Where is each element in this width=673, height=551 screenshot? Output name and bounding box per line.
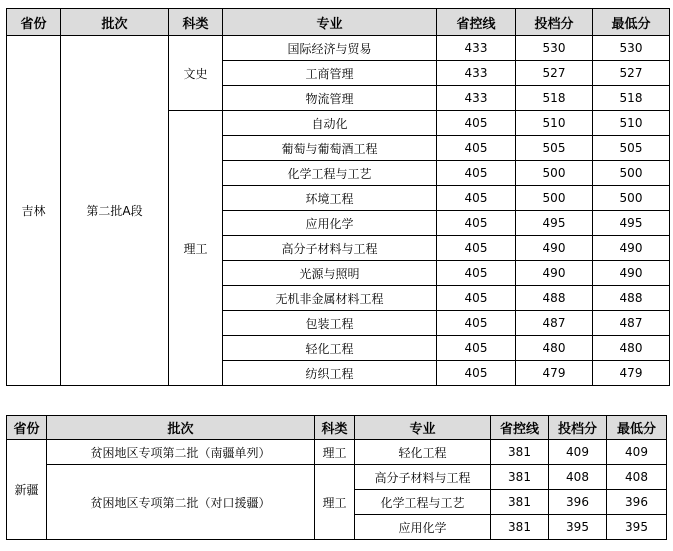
min-score-cell: 395 [607,515,667,540]
major-cell: 光源与照明 [223,261,437,286]
major-cell: 轻化工程 [355,440,491,465]
min-score-cell: 500 [593,186,670,211]
header-major: 专业 [223,9,437,36]
filing-score-cell: 479 [516,361,593,386]
batch-cell: 贫困地区专项第二批（对口援疆） [47,465,315,540]
control-line-cell: 405 [437,261,516,286]
control-line-cell: 405 [437,211,516,236]
category-cell: 理工 [169,111,223,386]
major-cell: 国际经济与贸易 [223,36,437,61]
min-score-cell: 480 [593,336,670,361]
control-line-cell: 405 [437,286,516,311]
min-score-cell: 518 [593,86,670,111]
min-score-cell: 527 [593,61,670,86]
major-cell: 自动化 [223,111,437,136]
filing-score-cell: 488 [516,286,593,311]
control-line-cell: 433 [437,61,516,86]
province-cell: 吉林 [7,36,61,386]
header-category: 科类 [315,416,355,440]
major-cell: 化学工程与工艺 [223,161,437,186]
header-row [7,9,670,36]
filing-score-cell: 395 [549,515,607,540]
filing-score-cell: 408 [549,465,607,490]
batch-cell: 第二批A段 [61,36,169,386]
min-score-cell: 396 [607,490,667,515]
min-score-cell: 488 [593,286,670,311]
filing-score-cell: 530 [516,36,593,61]
header-major: 专业 [355,416,491,440]
header-batch: 批次 [61,9,169,36]
filing-score-cell: 396 [549,490,607,515]
table-row [7,440,667,465]
header-min-score: 最低分 [593,9,670,36]
major-cell: 应用化学 [223,211,437,236]
header-batch: 批次 [47,416,315,440]
control-line-cell: 405 [437,236,516,261]
major-cell: 包装工程 [223,311,437,336]
min-score-cell: 490 [593,236,670,261]
table-row [7,36,670,61]
control-line-cell: 433 [437,36,516,61]
min-score-cell: 505 [593,136,670,161]
major-cell: 工商管理 [223,61,437,86]
control-line-cell: 405 [437,361,516,386]
major-cell: 轻化工程 [223,336,437,361]
filing-score-cell: 500 [516,186,593,211]
control-line-cell: 405 [437,136,516,161]
header-category: 科类 [169,9,223,36]
major-cell: 化学工程与工艺 [355,490,491,515]
filing-score-cell: 527 [516,61,593,86]
min-score-cell: 408 [607,465,667,490]
province-cell: 新疆 [7,440,47,540]
header-control-line: 省控线 [491,416,549,440]
category-cell: 理工 [315,465,355,540]
filing-score-cell: 505 [516,136,593,161]
control-line-cell: 405 [437,111,516,136]
major-cell: 环境工程 [223,186,437,211]
control-line-cell: 381 [491,515,549,540]
control-line-cell: 405 [437,161,516,186]
control-line-cell: 405 [437,186,516,211]
min-score-cell: 479 [593,361,670,386]
major-cell: 物流管理 [223,86,437,111]
filing-score-cell: 518 [516,86,593,111]
major-cell: 纺织工程 [223,361,437,386]
header-control-line: 省控线 [437,9,516,36]
filing-score-cell: 409 [549,440,607,465]
control-line-cell: 381 [491,490,549,515]
filing-score-cell: 487 [516,311,593,336]
min-score-cell: 530 [593,36,670,61]
filing-score-cell: 490 [516,261,593,286]
header-filing-score: 投档分 [516,9,593,36]
major-cell: 葡萄与葡萄酒工程 [223,136,437,161]
min-score-cell: 487 [593,311,670,336]
header-province: 省份 [7,416,47,440]
control-line-cell: 433 [437,86,516,111]
admission-table-xinjiang [6,415,667,540]
control-line-cell: 405 [437,311,516,336]
admission-table-jilin [6,8,670,386]
min-score-cell: 510 [593,111,670,136]
control-line-cell: 405 [437,336,516,361]
category-cell: 文史 [169,36,223,111]
batch-cell: 贫困地区专项第二批（南疆单列） [47,440,315,465]
table-row [7,465,667,490]
filing-score-cell: 500 [516,161,593,186]
major-cell: 应用化学 [355,515,491,540]
filing-score-cell: 480 [516,336,593,361]
filing-score-cell: 490 [516,236,593,261]
header-row [7,416,667,440]
filing-score-cell: 510 [516,111,593,136]
min-score-cell: 409 [607,440,667,465]
category-cell: 理工 [315,440,355,465]
control-line-cell: 381 [491,465,549,490]
header-province: 省份 [7,9,61,36]
header-min-score: 最低分 [607,416,667,440]
major-cell: 高分子材料与工程 [223,236,437,261]
header-filing-score: 投档分 [549,416,607,440]
min-score-cell: 495 [593,211,670,236]
min-score-cell: 490 [593,261,670,286]
major-cell: 无机非金属材料工程 [223,286,437,311]
control-line-cell: 381 [491,440,549,465]
major-cell: 高分子材料与工程 [355,465,491,490]
min-score-cell: 500 [593,161,670,186]
filing-score-cell: 495 [516,211,593,236]
